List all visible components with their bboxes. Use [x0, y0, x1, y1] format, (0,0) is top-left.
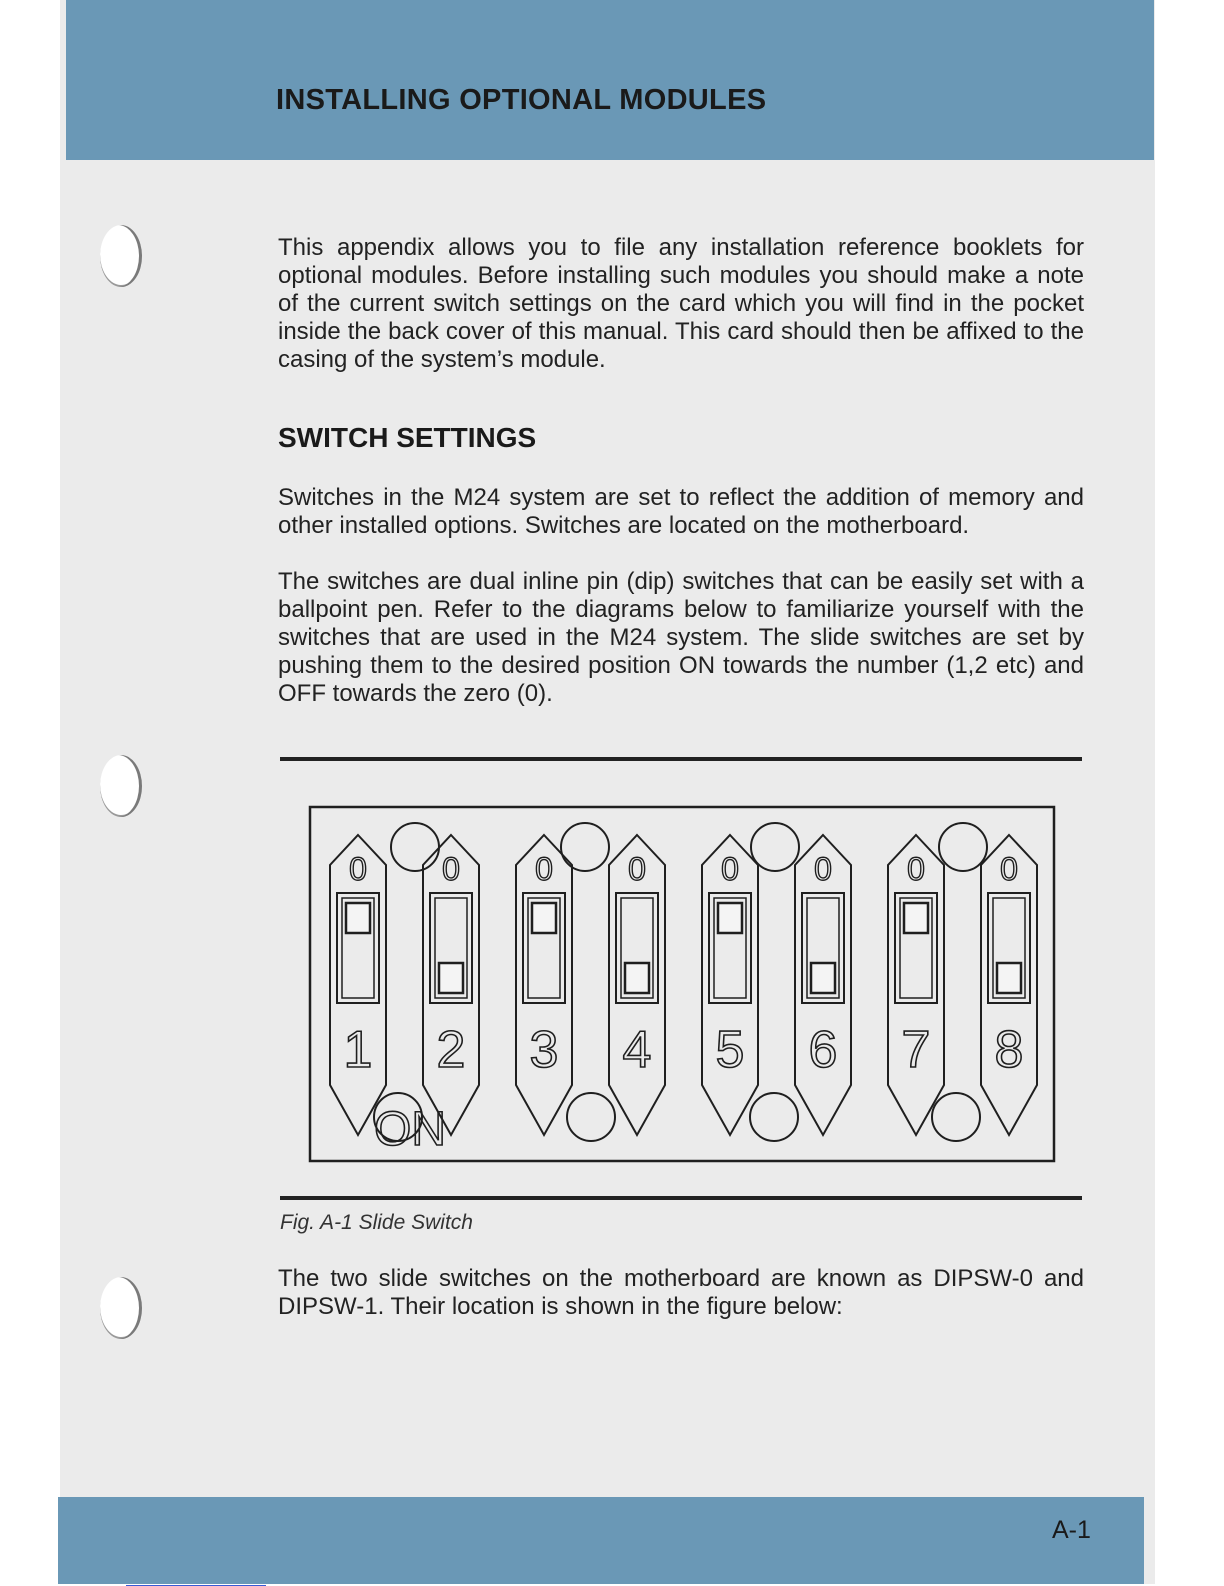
- mounting-hole-bottom-3: [750, 1093, 798, 1141]
- dip-switch-diagram: [308, 805, 1056, 1163]
- binder-hole-top: [100, 225, 142, 287]
- switch-number-2: 2: [436, 1021, 466, 1079]
- dip-switch-5: [702, 835, 758, 1135]
- switch-number-1: 1: [343, 1021, 373, 1079]
- switch-knob-7: [904, 903, 928, 933]
- switch-off-label-7: 0: [907, 851, 925, 887]
- switch-off-label-6: 0: [814, 851, 832, 887]
- footer-band: [58, 1497, 1144, 1584]
- mounting-hole-top-1: [391, 823, 439, 871]
- switch-number-8: 8: [994, 1021, 1024, 1079]
- mounting-hole-bottom-4: [932, 1093, 980, 1141]
- switch-off-label-1: 0: [349, 851, 367, 887]
- switch-paragraph-2: The switches are dual inline pin (dip) switches that can be easily set with a ballpoint pen. Refer to the diagrams below to familiarize yourself with the switches that are used in the M24 system. The slide switches are set by pushing them to the desired position ON towards the number (1,2 etc) and OFF towards the zero (0).: [278, 568, 1084, 707]
- page-number: A-1: [1052, 1516, 1091, 1544]
- switch-number-6: 6: [808, 1021, 838, 1079]
- switch-off-label-5: 0: [721, 851, 739, 887]
- dip-switch-8: [981, 835, 1037, 1135]
- switch-number-5: 5: [715, 1021, 745, 1079]
- dip-switch-7: [888, 835, 944, 1135]
- on-label: ON: [374, 1103, 446, 1156]
- header-band: [66, 0, 1154, 160]
- closing-paragraph: The two slide switches on the motherboard are known as DIPSW-0 and DIPSW-1. Their location is shown in the figure below:: [278, 1265, 1084, 1320]
- switch-number-4: 4: [622, 1021, 652, 1079]
- dip-switch-3: [516, 835, 572, 1135]
- mounting-hole-bottom-2: [567, 1093, 615, 1141]
- switch-knob-2: [439, 963, 463, 993]
- mounting-hole-top-4: [939, 823, 987, 871]
- switch-off-label-4: 0: [628, 851, 646, 887]
- dip-switch-2: [423, 835, 479, 1135]
- switch-off-label-3: 0: [535, 851, 553, 887]
- switch-knob-6: [811, 963, 835, 993]
- switch-paragraph-1: Switches in the M24 system are set to reflect the addition of memory and other installed options. Switches are located on the motherboard.: [278, 484, 1084, 539]
- page-title: INSTALLING OPTIONAL MODULES: [276, 84, 767, 116]
- mounting-hole-top-2: [561, 823, 609, 871]
- dip-switch-4: [609, 835, 665, 1135]
- switch-off-label-8: 0: [1000, 851, 1018, 887]
- binder-hole-bottom: [100, 1277, 142, 1339]
- dip-switch-6: [795, 835, 851, 1135]
- dip-switch-1: [330, 835, 386, 1135]
- switch-knob-1: [346, 903, 370, 933]
- binder-hole-middle: [100, 755, 142, 817]
- switch-knob-3: [532, 903, 556, 933]
- intro-paragraph: This appendix allows you to file any installation reference booklets for optional modules. Before installing such modules you should make a note of the current switch settings on the card which you will find in the pocket inside the back cover of this manual. This card should then be affixed to the casing of the system’s module.: [278, 234, 1084, 373]
- switch-off-label-2: 0: [442, 851, 460, 887]
- figure-caption: Fig. A-1 Slide Switch: [280, 1211, 473, 1234]
- section-heading-switch-settings: SWITCH SETTINGS: [278, 422, 537, 453]
- switch-knob-8: [997, 963, 1021, 993]
- figure-bottom-rule: [280, 1196, 1082, 1200]
- switch-number-7: 7: [901, 1021, 931, 1079]
- switch-knob-5: [718, 903, 742, 933]
- switch-knob-4: [625, 963, 649, 993]
- figure-top-rule: [280, 757, 1082, 761]
- switch-number-3: 3: [529, 1021, 559, 1079]
